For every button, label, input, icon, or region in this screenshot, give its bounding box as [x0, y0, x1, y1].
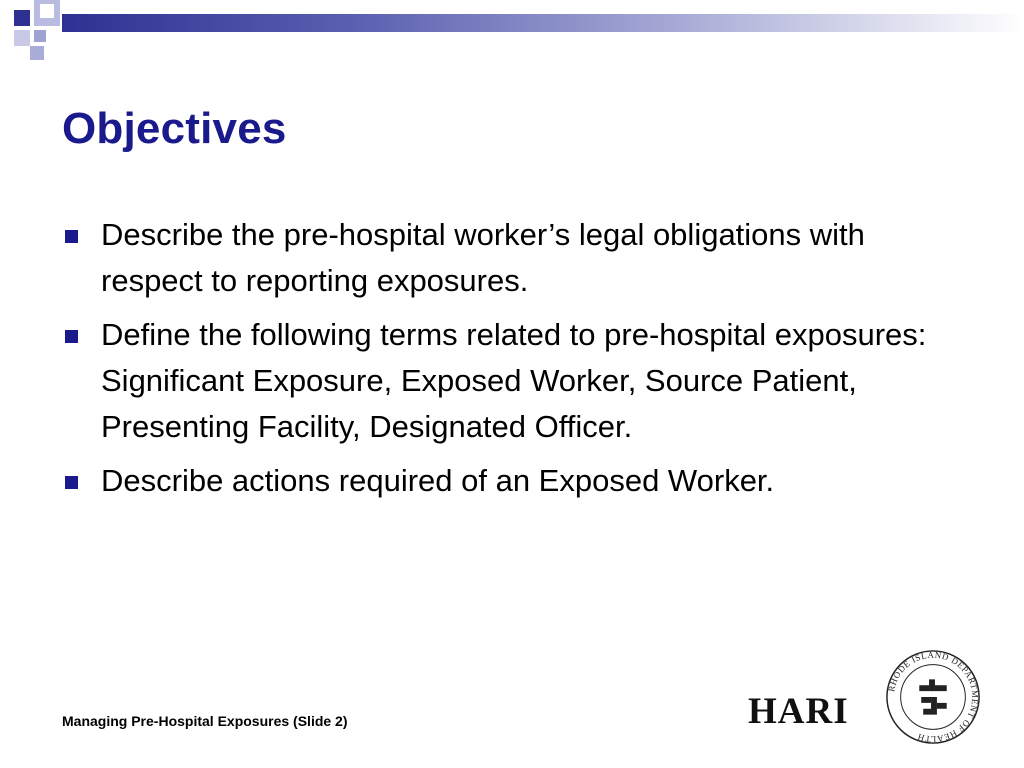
- bullet-item: [62, 458, 942, 504]
- square-bullet-icon: [65, 476, 78, 489]
- ri-department-of-health-seal: [884, 648, 982, 746]
- bullet-text: Describe actions required of an Exposed Worker.: [101, 463, 775, 498]
- square-bullet-icon: [65, 230, 78, 243]
- bullet-text: Define the following terms related to pre-hospital exposures: Significant Exposure, Exposed Worker, Source Patient, Presenting Facility, Designated Officer.: [101, 317, 927, 444]
- seal-text: RHODE ISLAND DEPARTMENT OF HEALTH: [886, 649, 981, 745]
- bullet-item: [62, 312, 942, 450]
- header-gradient-bar: [62, 14, 1024, 32]
- seal-emblem-icon: [919, 679, 946, 714]
- bullet-item: [62, 212, 942, 304]
- slide-footer: Managing Pre-Hospital Exposures (Slide 2): [62, 713, 348, 729]
- bullet-text: Describe the pre-hospital worker’s legal obligations with respect to reporting exposures.: [101, 217, 865, 298]
- slide-title: Objectives: [62, 104, 287, 153]
- bullet-list: [62, 212, 942, 512]
- hari-logo: HARI: [748, 691, 849, 732]
- square-bullet-icon: [65, 330, 78, 343]
